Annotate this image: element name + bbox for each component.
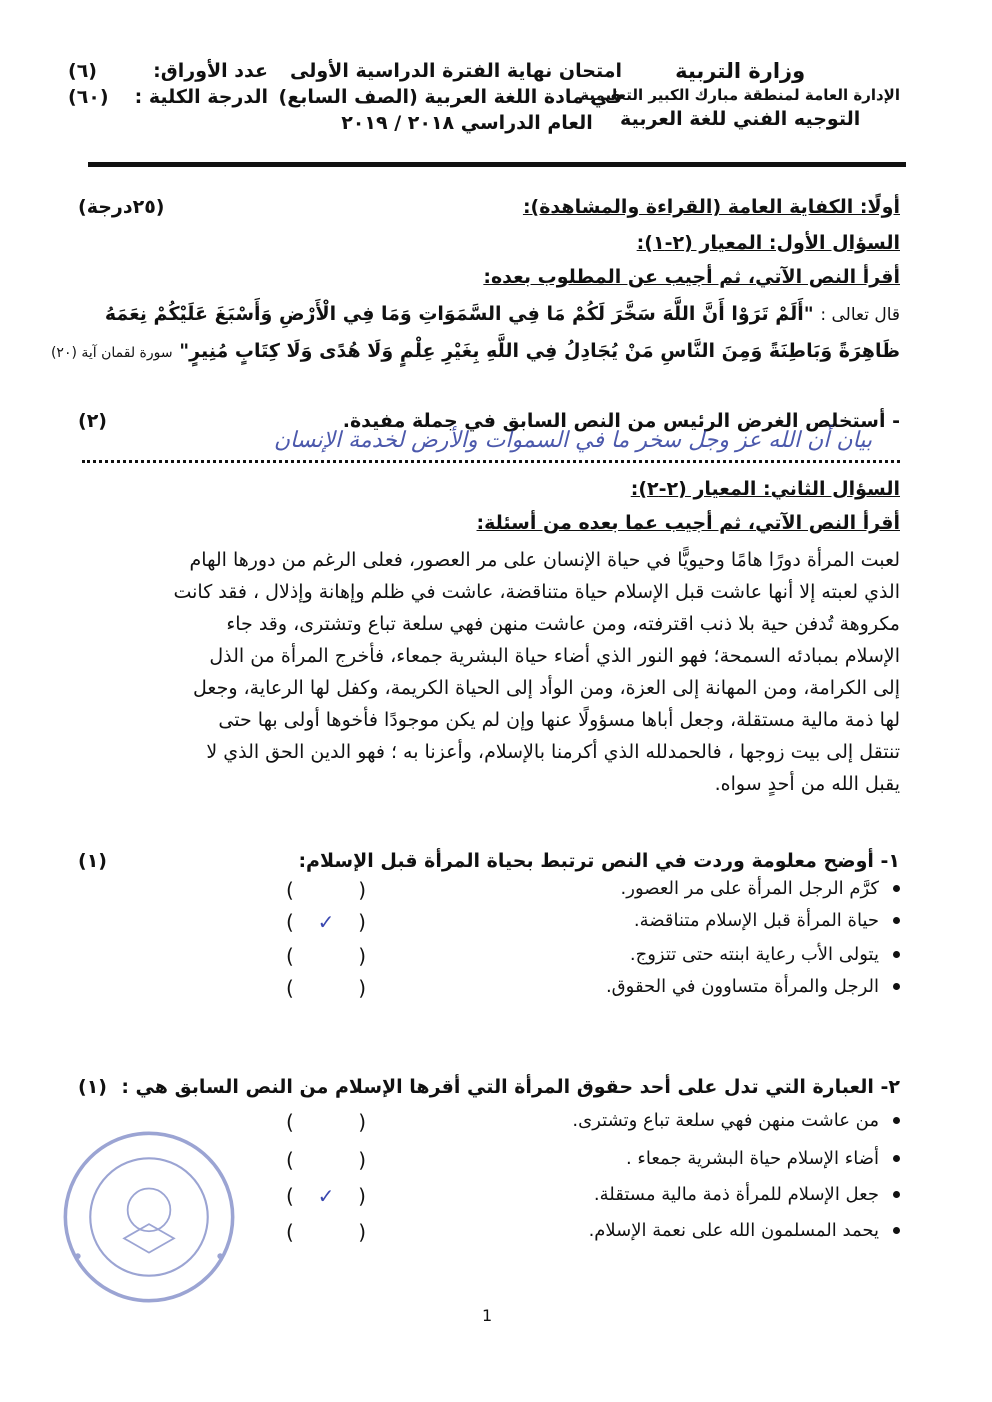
total-label: الدرجة الكلية : bbox=[134, 86, 268, 108]
passage-line: لعبت المرأة دورًا هامًا وحيويًّا في حياة الإنسان على مر العصور، فعلى الرغم من دورها الهام bbox=[189, 549, 900, 571]
verse-reference: سورة لقمان آية (٢٠) bbox=[50, 345, 173, 361]
passage-line: لها ذمة مالية مستقلة، وجعل أباها مسؤولًا عنها وإن لم يكن موجودًا فأخوها أولى بها حتى bbox=[218, 709, 900, 731]
quran-verse bbox=[50, 296, 900, 371]
q1-task-marks: (٢) bbox=[78, 410, 107, 432]
q1-instruction: أقرأ النص الآتي، ثم أجيب عن المطلوب بعده: bbox=[483, 266, 900, 288]
sub2-marks: (١) bbox=[78, 1076, 107, 1098]
sub1-option[interactable] bbox=[630, 944, 900, 965]
bullet-icon bbox=[893, 1227, 900, 1234]
sub1-marks: (١) bbox=[78, 850, 107, 872]
option-text: حياة المرأة قبل الإسلام متناقضة. bbox=[633, 910, 879, 931]
bullet-icon bbox=[893, 1117, 900, 1124]
bullet-icon bbox=[893, 1155, 900, 1162]
total-grade bbox=[68, 84, 268, 110]
sub1-option[interactable] bbox=[606, 976, 900, 997]
answer-box-checked[interactable]: ( ✓ ) bbox=[286, 910, 366, 934]
header-exam-info bbox=[68, 58, 268, 110]
option-text: يتولى الأب رعاية ابنته حتى تتزوج. bbox=[629, 944, 879, 965]
option-text: كرَّم الرجل المرأة على مر العصور. bbox=[620, 878, 879, 899]
header-ministry bbox=[580, 58, 900, 132]
header-divider bbox=[88, 162, 906, 167]
sub2-question: ٢- العبارة التي تدل على أحد حقوق المرأة التي أقرها الإسلام من النص السابق هي : bbox=[121, 1076, 900, 1098]
verse-line-2 bbox=[50, 333, 900, 371]
option-text: من عاشت منهن فهي سلعة تباع وتشترى. bbox=[572, 1110, 879, 1131]
passage-line: مكروهة تُدفن حية بلا ذنب اقترفته، ومن عاشت منهن فهي سلعة تباع وتشترى، وقد جاء bbox=[226, 613, 900, 635]
passage-line: تنتقل إلى بيت زوجها ، فالحمدلله الذي أكرمنا بالإسلام، وأعزنا به ؛ فهو الدين الحق الذي لا bbox=[206, 741, 900, 763]
verse-lead: قال تعالى : bbox=[820, 305, 900, 325]
sub2-option[interactable] bbox=[626, 1148, 900, 1169]
department-name: التوجيه الفني للغة العربية bbox=[620, 108, 861, 130]
passage-line: الإسلام بمبادئه السمحة؛ فهو النور الذي أضاء حياة البشرية جمعاء، فأخرج المرأة من الذل bbox=[209, 645, 900, 667]
sheets-value: (٦) bbox=[68, 60, 97, 82]
bullet-icon bbox=[893, 1191, 900, 1198]
exam-subject: في مادة اللغة العربية (الصف السابع) bbox=[278, 86, 622, 108]
option-text: أضاء الإسلام حياة البشرية جمعاء . bbox=[625, 1148, 879, 1169]
bullet-icon bbox=[893, 983, 900, 990]
option-text: الرجل والمرأة متساوون في الحقوق. bbox=[605, 976, 879, 997]
sheets-count bbox=[68, 58, 268, 84]
exam-year: العام الدراسي ٢٠١٨ / ٢٠١٩ bbox=[341, 112, 593, 134]
answer-box[interactable]: ( ) bbox=[286, 1220, 366, 1244]
answer-box[interactable]: ( ) bbox=[286, 878, 366, 902]
directorate-name: الإدارة العامة لمنطقة مبارك الكبير التعليمية bbox=[580, 86, 900, 104]
passage-line: إلى الكرامة، ومن المهانة إلى العزة، ومن الوأد إلى الحياة الكريمة، وكفل لها الرعاية، وجعل bbox=[193, 677, 900, 699]
passage bbox=[85, 544, 900, 800]
sub1-option[interactable] bbox=[621, 878, 900, 899]
q1-title: السؤال الأول: المعيار (٢-١): bbox=[636, 232, 900, 254]
verse-line-1 bbox=[85, 296, 900, 333]
page-number: 1 bbox=[482, 1306, 493, 1325]
bullet-icon bbox=[893, 885, 900, 892]
option-text: يحمد المسلمون الله على نعمة الإسلام. bbox=[588, 1220, 879, 1241]
q2-title: السؤال الثاني: المعيار (٢-٢): bbox=[630, 478, 900, 500]
exam-title: امتحان نهاية الفترة الدراسية الأولى bbox=[290, 60, 622, 82]
verse-text-1: "أَلَمْ تَرَوْا أَنَّ اللَّهَ سَخَّرَ لَكُمْ مَا فِي السَّمَوَاتِ وَمَا فِي الْأَرْضِ وَأَسْبَغَ عَلَيْكُمْ نِعَمَهُ bbox=[104, 303, 814, 325]
sub2-option[interactable] bbox=[572, 1110, 900, 1131]
passage-line: الذي لعبته إلا أنها عاشت قبل الإسلام حياة متناقضة، عاشت في ظلم وإهانة وإذلال ، فقد كانت bbox=[173, 581, 900, 603]
bullet-icon bbox=[893, 951, 900, 958]
check-icon: ✓ bbox=[317, 910, 335, 934]
handwritten-answer: بيان أن الله عز وجل سخر ما في السموات والأرض لخدمة الإنسان bbox=[273, 428, 872, 453]
q1-task: - أستخلص الغرض الرئيس من النص السابق في جملة مفيدة. bbox=[342, 410, 900, 432]
answer-box[interactable]: ( ) bbox=[286, 1110, 366, 1134]
answer-box[interactable]: ( ) bbox=[286, 976, 366, 1000]
sub1-question: ١- أوضح معلومة وردت في النص ترتبط بحياة المرأة قبل الإسلام: bbox=[298, 850, 900, 872]
answer-box-checked[interactable]: ( ✓ ) bbox=[286, 1184, 366, 1208]
section-title: أولًا: الكفاية العامة (القراءة والمشاهدة): bbox=[522, 196, 900, 218]
sub2-option[interactable] bbox=[589, 1220, 900, 1241]
total-value: (٦٠) bbox=[68, 86, 109, 108]
option-text: جعل الإسلام للمرأة ذمة مالية مستقلة. bbox=[593, 1184, 879, 1205]
sheets-label: عدد الأوراق: bbox=[153, 60, 268, 82]
official-stamp-icon bbox=[60, 1128, 238, 1306]
verse-text-2: ظَاهِرَةً وَبَاطِنَةً وَمِنَ النَّاسِ مَنْ يُجَادِلُ فِي اللَّهِ بِغَيْرِ عِلْمٍ وَلَا هُدًى وَلَا كِتَابٍ مُنِيرٍ" bbox=[179, 340, 900, 362]
check-icon: ✓ bbox=[317, 1184, 335, 1208]
header-exam-title bbox=[278, 58, 622, 136]
ministry-name: وزارة التربية bbox=[675, 59, 806, 83]
answer-box[interactable]: ( ) bbox=[286, 1148, 366, 1172]
sub2-option[interactable] bbox=[594, 1184, 900, 1205]
bullet-icon bbox=[893, 917, 900, 924]
q2-instruction: أقرأ النص الآتي، ثم أجيب عما بعده من أسئلة: bbox=[476, 512, 900, 534]
sub1-option[interactable] bbox=[634, 910, 900, 931]
section-marks: (٢٥درجة) bbox=[78, 196, 165, 218]
passage-line: يقبل الله من أحدٍ سواه. bbox=[714, 773, 900, 795]
answer-box[interactable]: ( ) bbox=[286, 944, 366, 968]
